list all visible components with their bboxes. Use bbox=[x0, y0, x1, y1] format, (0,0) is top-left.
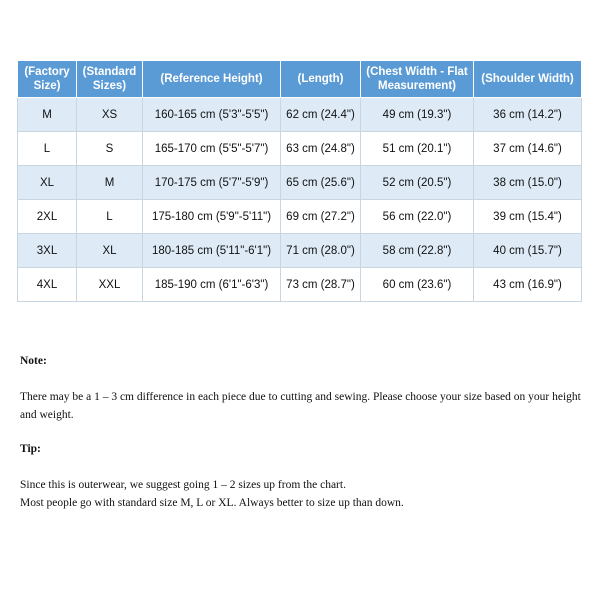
table-cell: 40 cm (15.7") bbox=[474, 234, 582, 268]
table-cell: 4XL bbox=[18, 268, 77, 302]
table-cell: 180-185 cm (5'11"-6'1") bbox=[143, 234, 281, 268]
table-cell: 52 cm (20.5") bbox=[361, 166, 474, 200]
table-cell: 165-170 cm (5'5"-5'7") bbox=[143, 132, 281, 166]
table-cell: 43 cm (16.9") bbox=[474, 268, 582, 302]
table-cell: XXL bbox=[77, 268, 143, 302]
table-row bbox=[18, 200, 582, 234]
table-cell: 37 cm (14.6") bbox=[474, 132, 582, 166]
note-text: There may be a 1 – 3 cm difference in each piece due to cutting and sewing. Please choose your size based on your height and weight. bbox=[20, 391, 581, 421]
table-cell: 170-175 cm (5'7"-5'9") bbox=[143, 166, 281, 200]
header-factory-size: (Factory Size) bbox=[18, 61, 77, 98]
table-row bbox=[18, 234, 582, 268]
table-row bbox=[18, 98, 582, 132]
table-cell: 65 cm (25.6") bbox=[281, 166, 361, 200]
tip-label: Tip: bbox=[20, 443, 41, 455]
table-cell: 51 cm (20.1") bbox=[361, 132, 474, 166]
table-cell: 60 cm (23.6") bbox=[361, 268, 474, 302]
header-shoulder-width: (Shoulder Width) bbox=[474, 61, 582, 98]
table-cell: 71 cm (28.0") bbox=[281, 234, 361, 268]
table-cell: 56 cm (22.0") bbox=[361, 200, 474, 234]
header-reference-height: (Reference Height) bbox=[143, 61, 281, 98]
table-header-row bbox=[18, 61, 582, 98]
table-cell: 185-190 cm (6'1"-6'3") bbox=[143, 268, 281, 302]
table-cell: L bbox=[18, 132, 77, 166]
table-row bbox=[18, 268, 582, 302]
size-table bbox=[17, 60, 582, 302]
table-cell: XL bbox=[77, 234, 143, 268]
table-row bbox=[18, 132, 582, 166]
table-cell: XL bbox=[18, 166, 77, 200]
header-length: (Length) bbox=[281, 61, 361, 98]
table-cell: XS bbox=[77, 98, 143, 132]
header-chest-width: (Chest Width - Flat Measurement) bbox=[361, 61, 474, 98]
size-chart bbox=[17, 60, 581, 302]
table-cell: M bbox=[77, 166, 143, 200]
table-cell: 2XL bbox=[18, 200, 77, 234]
table-cell: 175-180 cm (5'9"-5'11") bbox=[143, 200, 281, 234]
table-cell: 160-165 cm (5'3"-5'5") bbox=[143, 98, 281, 132]
header-standard-sizes: (Standard Sizes) bbox=[77, 61, 143, 98]
note-label: Note: bbox=[20, 355, 47, 367]
table-cell: 49 cm (19.3") bbox=[361, 98, 474, 132]
table-cell: 3XL bbox=[18, 234, 77, 268]
tip-line-2: Most people go with standard size M, L or XL. Always better to size up than down. bbox=[20, 497, 404, 509]
table-cell: 39 cm (15.4") bbox=[474, 200, 582, 234]
table-cell: 36 cm (14.2") bbox=[474, 98, 582, 132]
table-cell: 62 cm (24.4") bbox=[281, 98, 361, 132]
table-cell: L bbox=[77, 200, 143, 234]
table-cell: 73 cm (28.7") bbox=[281, 268, 361, 302]
table-cell: M bbox=[18, 98, 77, 132]
table-cell: 63 cm (24.8") bbox=[281, 132, 361, 166]
table-row bbox=[18, 166, 582, 200]
table-cell: S bbox=[77, 132, 143, 166]
tip-line-1: Since this is outerwear, we suggest going 1 – 2 sizes up from the chart. bbox=[20, 479, 346, 491]
table-cell: 58 cm (22.8") bbox=[361, 234, 474, 268]
table-cell: 69 cm (27.2") bbox=[281, 200, 361, 234]
table-cell: 38 cm (15.0") bbox=[474, 166, 582, 200]
